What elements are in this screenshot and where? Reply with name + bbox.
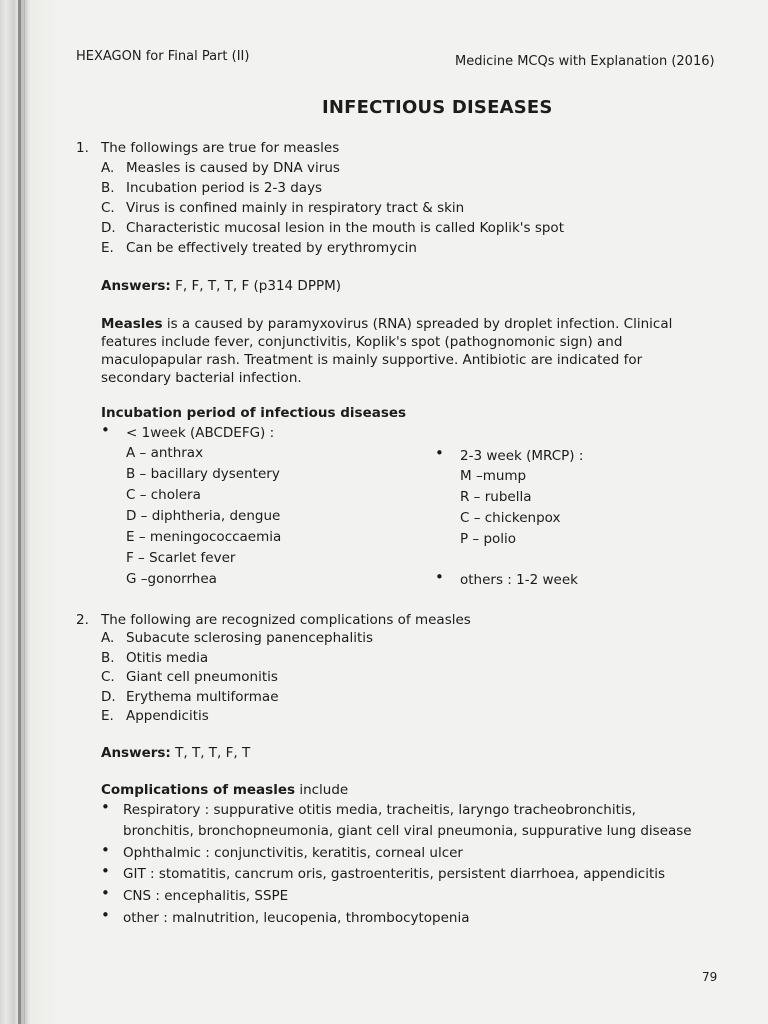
complications-item: other : malnutrition, leucopenia, thrombocytopenia (123, 910, 470, 926)
q2-option-letter: A. (101, 630, 115, 646)
q1-option-letter: D. (101, 220, 116, 236)
incubation-left-bullet: < 1week (ABCDEFG) : (126, 425, 275, 441)
bullet-icon: • (101, 798, 110, 816)
scan-binding-shadow (0, 0, 60, 1024)
incubation-left-item: A – anthrax (126, 445, 204, 461)
q2-number: 2. (76, 612, 89, 628)
q1-answers-value: F, F, T, T, F (p314 DPPM) (175, 278, 342, 294)
bullet-icon: • (435, 568, 444, 586)
q1-option-letter: C. (101, 200, 115, 216)
q1-option-letter: E. (101, 240, 114, 256)
complications-item: CNS : encephalitis, SSPE (123, 888, 289, 904)
incubation-left-item: B – bacillary dysentery (126, 466, 280, 482)
scan-binding-line-secondary (24, 0, 25, 1024)
q2-option-letter: E. (101, 708, 114, 724)
q2-option-letter: B. (101, 650, 115, 666)
q2-option-text: Erythema multiformae (126, 689, 279, 705)
q1-option-letter: A. (101, 160, 115, 176)
q1-number: 1. (76, 140, 89, 156)
q2-stem: The following are recognized complications of measles (101, 612, 471, 628)
q1-option-letter: B. (101, 180, 115, 196)
page-number: 79 (702, 970, 718, 984)
q1-answers-label: Answers: (101, 278, 171, 294)
incubation-left-item: D – diphtheria, dengue (126, 508, 281, 524)
q2-option-text: Appendicitis (126, 708, 209, 724)
complications-item: Respiratory : suppurative otitis media, tracheitis, laryngo tracheobronchitis, (123, 802, 636, 818)
bullet-icon: • (101, 906, 110, 924)
bullet-icon: • (101, 862, 110, 880)
q2-answers-label: Answers: (101, 745, 171, 761)
q1-stem: The followings are true for measles (101, 140, 340, 156)
page-title: INFECTIOUS DISEASES (322, 97, 553, 118)
incubation-right-item: M –mump (460, 468, 527, 484)
q2-option-letter: D. (101, 689, 116, 705)
q2-answers-value: T, T, T, F, T (175, 745, 251, 761)
incubation-others: others : 1-2 week (460, 572, 578, 588)
incubation-heading: Incubation period of infectious diseases (101, 405, 407, 421)
complications-item-continued: bronchitis, bronchopneumonia, giant cell viral pneumonia, suppurative lung disease (123, 823, 692, 839)
q2-option-letter: C. (101, 669, 115, 685)
q1-option-text: Incubation period is 2-3 days (126, 180, 323, 196)
scan-binding-line (18, 0, 21, 1024)
incubation-left-item: E – meningococcaemia (126, 529, 282, 545)
bullet-icon: • (101, 841, 110, 859)
bullet-icon: • (101, 884, 110, 902)
measles-note-line-1 (101, 314, 672, 334)
q2-option-text: Giant cell pneumonitis (126, 669, 278, 685)
q2-option-text: Subacute sclerosing panencephalitis (126, 630, 374, 646)
complications-heading-rest: include (295, 782, 349, 798)
incubation-right-item: R – rubella (460, 489, 532, 505)
incubation-left-item: C – cholera (126, 487, 201, 503)
measles-note-line-3: maculopapular rash. Treatment is mainly supportive. Antibiotic are indicated for (101, 352, 643, 368)
incubation-right-bullet: 2-3 week (MRCP) : (460, 448, 584, 464)
incubation-right-item: C – chickenpox (460, 510, 561, 526)
header-left: HEXAGON for Final Part (II) (76, 49, 250, 64)
bullet-icon: • (435, 444, 444, 462)
incubation-right-item: P – polio (460, 531, 517, 547)
measles-note-line-4: secondary bacterial infection. (101, 370, 302, 386)
q2-answers (101, 743, 250, 763)
q1-option-text: Can be effectively treated by erythromycin (126, 240, 417, 256)
complications-heading-bold: Complications of measles (101, 782, 296, 798)
measles-note-text: is a caused by paramyxovirus (RNA) spreaded by droplet infection. Clinical (162, 316, 673, 332)
q1-option-text: Virus is confined mainly in respiratory tract & skin (126, 200, 465, 216)
measles-note-line-2: features include fever, conjunctivitis, Koplik's spot (pathognomonic sign) and (101, 334, 623, 350)
complications-item: Ophthalmic : conjunctivitis, keratitis, corneal ulcer (123, 845, 463, 861)
measles-note-lead: Measles (101, 316, 163, 332)
q2-option-text: Otitis media (126, 650, 209, 666)
q1-option-text: Measles is caused by DNA virus (126, 160, 340, 176)
q1-answers (101, 276, 341, 296)
header-right: Medicine MCQs with Explanation (2016) (455, 54, 715, 69)
complications-item: GIT : stomatitis, cancrum oris, gastroenteritis, persistent diarrhoea, appendicitis (123, 866, 666, 882)
incubation-left-item: F – Scarlet fever (126, 550, 236, 566)
complications-heading (101, 780, 348, 800)
bullet-icon: • (101, 421, 110, 439)
incubation-left-item: G –gonorrhea (126, 571, 217, 587)
q1-option-text: Characteristic mucosal lesion in the mouth is called Koplik's spot (126, 220, 564, 236)
